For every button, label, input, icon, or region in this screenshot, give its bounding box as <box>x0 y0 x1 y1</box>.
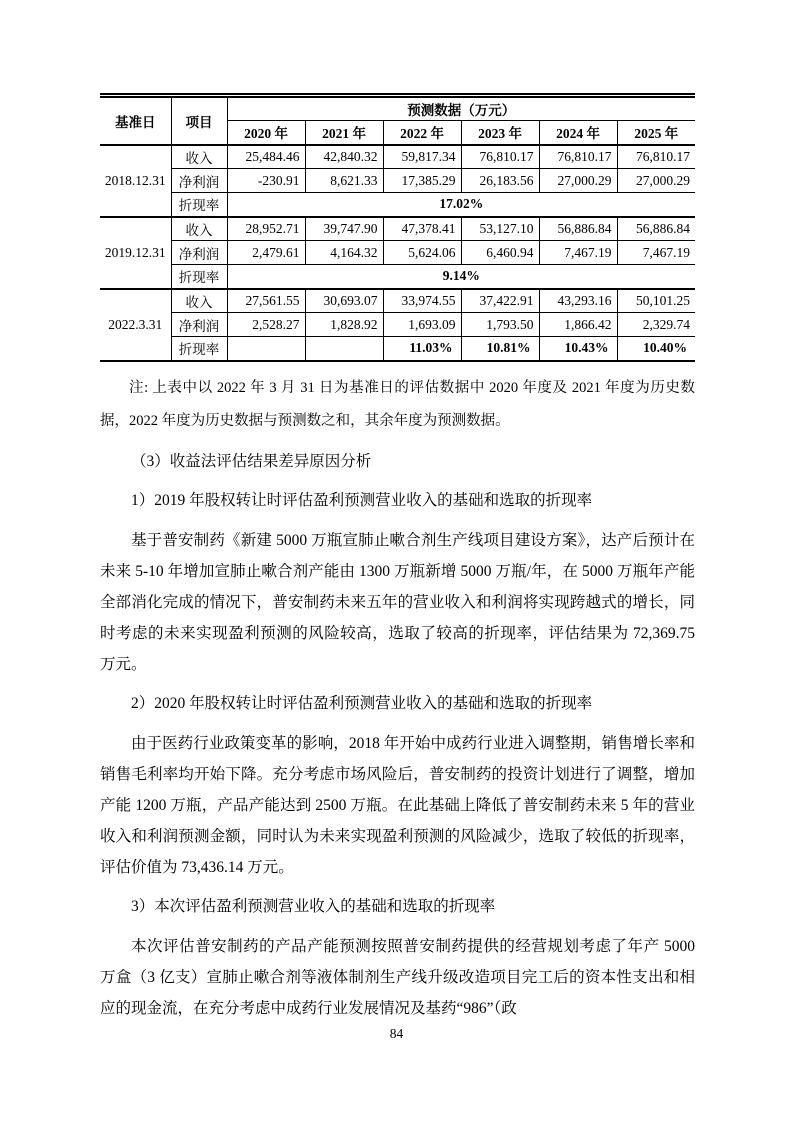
value-cell: 33,974.55 <box>383 289 461 313</box>
value-cell: 27,561.55 <box>227 289 305 313</box>
value-cell: 37,422.91 <box>461 289 539 313</box>
discount-rate-cell: 17.02% <box>227 193 695 217</box>
value-cell: 39,747.90 <box>305 217 383 241</box>
discount-rate-cell: 9.14% <box>227 265 695 289</box>
subheading-1: 1）2019 年股权转让时评估盈利预测营业收入的基础和选取的折现率 <box>131 491 593 509</box>
discount-rate-cell: 10.43% <box>539 337 617 361</box>
value-cell: 56,886.84 <box>539 217 617 241</box>
discount-rate-row <box>100 265 695 289</box>
item-header: 项目 <box>171 96 227 145</box>
year-header: 2022 年 <box>383 121 461 145</box>
discount-rate-cell: 10.81% <box>461 337 539 361</box>
value-cell: 1,693.09 <box>383 313 461 337</box>
forecast-table <box>100 93 695 362</box>
value-cell: 76,810.17 <box>539 145 617 169</box>
value-cell: 5,624.06 <box>383 241 461 265</box>
section-heading-3: （3）收益法评估结果差异原因分析 <box>131 452 372 470</box>
year-header: 2020 年 <box>227 121 305 145</box>
page-number: 84 <box>389 1026 404 1041</box>
value-cell: 27,000.29 <box>617 169 695 193</box>
value-cell: 2,329.74 <box>617 313 695 337</box>
row-label: 收入 <box>171 217 227 241</box>
revenue-row <box>100 289 695 313</box>
value-cell: 76,810.17 <box>617 145 695 169</box>
row-label: 净利润 <box>171 313 227 337</box>
value-cell: 27,000.29 <box>539 169 617 193</box>
subheading-3: 3）本次评估盈利预测营业收入的基础和选取的折现率 <box>131 897 496 915</box>
row-label: 净利润 <box>171 241 227 265</box>
net-profit-row <box>100 169 695 193</box>
table-header-row-1 <box>100 96 695 121</box>
discount-rate-cell <box>227 337 305 361</box>
table-note: 注: 上表中以 2022 年 3 月 31 日为基准日的评估数据中 2020 年度及 2021 年度为历史数据，2022 年度为历史数据与预测数之和，其余年度为预测数据。 <box>100 379 695 429</box>
value-cell: -230.91 <box>227 169 305 193</box>
value-cell: 2,479.61 <box>227 241 305 265</box>
value-cell: 26,183.56 <box>461 169 539 193</box>
value-cell: 43,293.16 <box>539 289 617 313</box>
value-cell: 25,484.46 <box>227 145 305 169</box>
year-header: 2025 年 <box>617 121 695 145</box>
value-cell: 59,817.34 <box>383 145 461 169</box>
paragraph-3: 本次评估普安制药的产品产能预测按照普安制药提供的经营规划考虑了年产 5000 万盒（3 亿支）宣肺止嗽合剂等液体制剂生产线升级改造项目完工后的资本性支出和相应的现金流，在充分考虑中成药行业发展情况及基药“986”（政 <box>100 937 695 1017</box>
value-cell: 1,793.50 <box>461 313 539 337</box>
value-cell: 8,621.33 <box>305 169 383 193</box>
year-header: 2023 年 <box>461 121 539 145</box>
value-cell: 7,467.19 <box>539 241 617 265</box>
paragraph-1: 基于普安制药《新建 5000 万瓶宣肺止嗽合剂生产线项目建设方案》，达产后预计在未来 5-10 年增加宣肺止嗽合剂产能由 1300 万瓶新增 5000 万瓶/年，在 5000 万瓶年产能全部消化完成的情况下，普安制药未来五年的营业收入和利润将实现跨越式的增长，同时考虑的未来实现盈利预测的风险较高，选取了较高的折现率，评估结果为 72,369.75 万元。 <box>100 531 695 673</box>
forecast-data-header: 预测数据（万元） <box>227 96 695 121</box>
revenue-row <box>100 145 695 169</box>
value-cell: 6,460.94 <box>461 241 539 265</box>
value-cell: 1,866.42 <box>539 313 617 337</box>
row-label: 折现率 <box>171 265 227 289</box>
paragraph-2: 由于医药行业政策变革的影响，2018 年开始中成药行业进入调整期，销售增长率和销售毛利率均开始下降。充分考虑市场风险后，普安制药的投资计划进行了调整，增加产能 1200 万瓶，产品产能达到 2500 万瓶。在此基础上降低了普安制药未来 5 年的营业收入和利润预测金额，同时认为未来实现盈利预测的风险减少，选取了较低的折现率，评估价值为 73,436.14 万元。 <box>100 734 695 876</box>
discount-rate-cell <box>305 337 383 361</box>
discount-rate-cell: 10.40% <box>617 337 695 361</box>
value-cell: 30,693.07 <box>305 289 383 313</box>
revenue-row <box>100 217 695 241</box>
net-profit-row <box>100 241 695 265</box>
row-label: 净利润 <box>171 169 227 193</box>
value-cell: 50,101.25 <box>617 289 695 313</box>
row-label: 收入 <box>171 289 227 313</box>
value-cell: 76,810.17 <box>461 145 539 169</box>
value-cell: 7,467.19 <box>617 241 695 265</box>
row-label: 折现率 <box>171 193 227 217</box>
year-header: 2021 年 <box>305 121 383 145</box>
subheading-2: 2）2020 年股权转让时评估盈利预测营业收入的基础和选取的折现率 <box>131 694 593 712</box>
value-cell: 47,378.41 <box>383 217 461 241</box>
value-cell: 28,952.71 <box>227 217 305 241</box>
base-date-cell: 2018.12.31 <box>100 145 171 217</box>
base-date-header: 基准日 <box>100 96 171 145</box>
value-cell: 2,528.27 <box>227 313 305 337</box>
discount-rate-cell: 11.03% <box>383 337 461 361</box>
base-date-cell: 2019.12.31 <box>100 217 171 289</box>
row-label: 折现率 <box>171 337 227 361</box>
value-cell: 53,127.10 <box>461 217 539 241</box>
discount-rate-row <box>100 193 695 217</box>
value-cell: 56,886.84 <box>617 217 695 241</box>
row-label: 收入 <box>171 145 227 169</box>
year-header: 2024 年 <box>539 121 617 145</box>
base-date-cell: 2022.3.31 <box>100 289 171 361</box>
net-profit-row <box>100 313 695 337</box>
value-cell: 17,385.29 <box>383 169 461 193</box>
value-cell: 4,164.32 <box>305 241 383 265</box>
value-cell: 42,840.32 <box>305 145 383 169</box>
discount-rate-row <box>100 337 695 361</box>
value-cell: 1,828.92 <box>305 313 383 337</box>
